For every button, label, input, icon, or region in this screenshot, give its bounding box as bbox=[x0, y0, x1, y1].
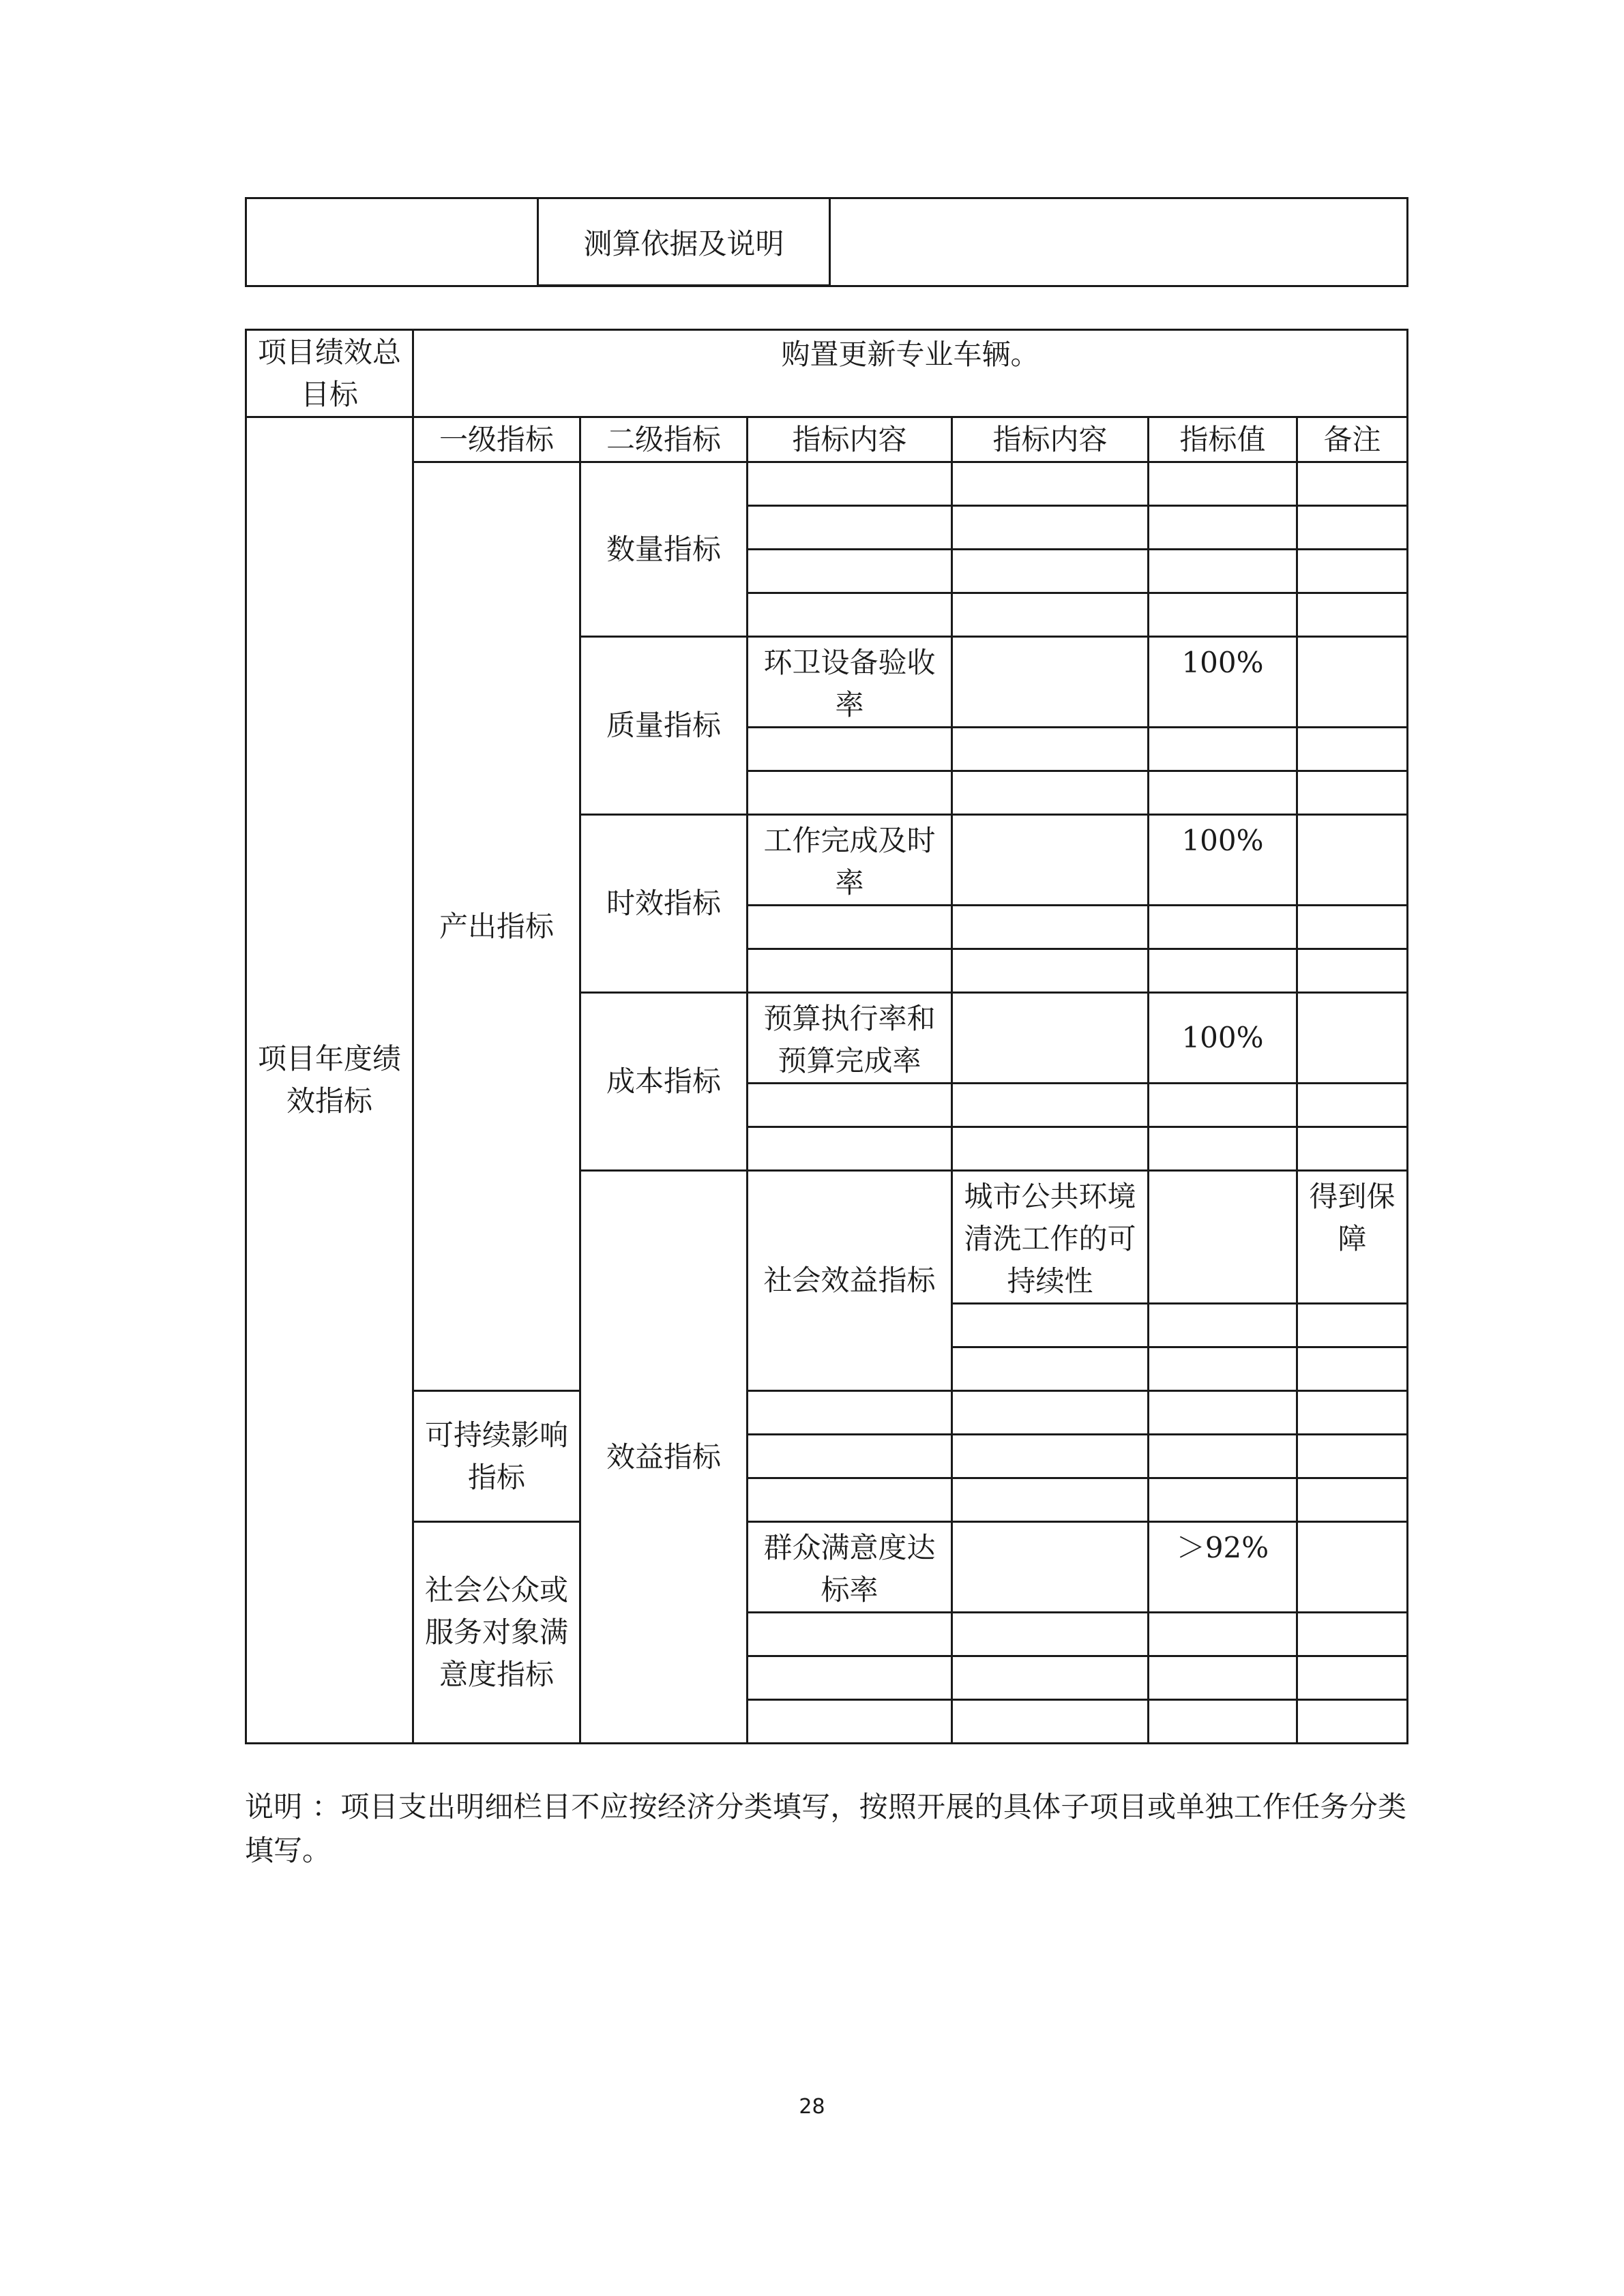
table-cell bbox=[1149, 1613, 1297, 1656]
basis-label: 测算依据及说明 bbox=[538, 198, 830, 286]
table-cell bbox=[748, 1127, 952, 1171]
table-cell bbox=[1297, 1347, 1408, 1391]
table-cell bbox=[1297, 1084, 1408, 1127]
table-cell bbox=[1149, 949, 1297, 993]
goal-row bbox=[246, 330, 1408, 417]
table-cell bbox=[952, 1084, 1149, 1127]
quality-content: 环卫设备验收率 bbox=[748, 637, 952, 728]
table-cell bbox=[748, 1613, 952, 1656]
quantity-indicators-label: 数量指标 bbox=[580, 462, 748, 637]
table-cell bbox=[748, 728, 952, 771]
table-cell bbox=[1149, 506, 1297, 550]
table-cell bbox=[1297, 462, 1408, 506]
table-cell bbox=[952, 1304, 1149, 1347]
table-cell bbox=[1297, 1304, 1408, 1347]
table-cell bbox=[1297, 506, 1408, 550]
annual-indicators-label: 项目年度绩效指标 bbox=[246, 417, 413, 1744]
table-cell bbox=[1297, 1391, 1408, 1435]
header-row bbox=[246, 417, 1408, 462]
table-cell bbox=[1149, 1391, 1297, 1435]
quality-indicators-label: 质量指标 bbox=[580, 637, 748, 815]
table-cell bbox=[1149, 1127, 1297, 1171]
table-cell bbox=[1297, 815, 1408, 906]
header-remark: 备注 bbox=[1297, 417, 1408, 462]
table-cell bbox=[1149, 550, 1297, 593]
table-cell bbox=[748, 949, 952, 993]
table-cell bbox=[748, 1700, 952, 1744]
table-cell bbox=[1297, 771, 1408, 815]
table-cell bbox=[952, 1700, 1149, 1744]
header-value: 指标值 bbox=[1149, 417, 1297, 462]
table-cell bbox=[1149, 1656, 1297, 1700]
table-cell bbox=[952, 637, 1149, 728]
table-cell bbox=[1149, 462, 1297, 506]
table-cell bbox=[952, 771, 1149, 815]
table-row bbox=[246, 462, 1408, 506]
benefit-indicators-label: 效益指标 bbox=[580, 1171, 748, 1744]
table-cell bbox=[748, 906, 952, 949]
table-cell bbox=[952, 1522, 1149, 1613]
table-cell bbox=[1297, 593, 1408, 637]
table-cell bbox=[952, 815, 1149, 906]
goal-label: 项目绩效总目标 bbox=[246, 330, 413, 417]
header-level1: 一级指标 bbox=[413, 417, 580, 462]
sustainability-label: 可持续影响指标 bbox=[413, 1391, 580, 1522]
table-cell bbox=[748, 1656, 952, 1700]
header-level2: 二级指标 bbox=[580, 417, 748, 462]
table-cell bbox=[952, 1656, 1149, 1700]
basis-blank-cell bbox=[246, 198, 538, 286]
timeliness-content: 工作完成及时率 bbox=[748, 815, 952, 906]
cost-content: 预算执行率和预算完成率 bbox=[748, 993, 952, 1084]
quality-value: 100% bbox=[1149, 637, 1297, 728]
social-benefit-content: 城市公共环境清洗工作的可持续性 bbox=[952, 1171, 1149, 1304]
social-benefit-value: 得到保障 bbox=[1297, 1171, 1408, 1304]
table-cell bbox=[952, 1391, 1149, 1435]
table-cell bbox=[952, 1347, 1149, 1391]
table-cell bbox=[1297, 1613, 1408, 1656]
table-cell bbox=[1297, 550, 1408, 593]
table-cell bbox=[952, 1435, 1149, 1478]
table-cell bbox=[1297, 949, 1408, 993]
table-cell bbox=[952, 1478, 1149, 1522]
table-row bbox=[246, 1391, 1408, 1435]
table-cell bbox=[1297, 1522, 1408, 1613]
table-cell bbox=[952, 728, 1149, 771]
table-cell bbox=[952, 949, 1149, 993]
table-cell bbox=[1297, 906, 1408, 949]
table-cell bbox=[1297, 1656, 1408, 1700]
output-indicators-label: 产出指标 bbox=[413, 462, 580, 1391]
table-cell bbox=[1149, 593, 1297, 637]
table-cell bbox=[1297, 728, 1408, 771]
basis-table bbox=[245, 197, 1408, 287]
table-cell bbox=[952, 993, 1149, 1084]
explanation-note: 说明 ：项目支出明细栏目不应按经济分类填写，按照开展的具体子项目或单独工作任务分类填写。 bbox=[245, 1790, 1406, 1867]
basis-content-cell bbox=[830, 198, 1408, 286]
table-cell bbox=[1297, 1700, 1408, 1744]
satisfaction-content: 群众满意度达标率 bbox=[748, 1522, 952, 1613]
table-cell bbox=[1149, 1171, 1297, 1304]
table-cell bbox=[1149, 1347, 1297, 1391]
table-cell bbox=[748, 1435, 952, 1478]
table-cell bbox=[952, 906, 1149, 949]
table-cell bbox=[1297, 993, 1408, 1084]
table-cell bbox=[952, 1127, 1149, 1171]
table-cell bbox=[1149, 1084, 1297, 1127]
table-cell bbox=[1149, 1435, 1297, 1478]
table-cell bbox=[1149, 1304, 1297, 1347]
table-cell bbox=[748, 550, 952, 593]
table-cell bbox=[1149, 728, 1297, 771]
table-cell bbox=[1297, 1478, 1408, 1522]
table-cell bbox=[1149, 1700, 1297, 1744]
table-cell bbox=[952, 506, 1149, 550]
timeliness-value: 100% bbox=[1149, 815, 1297, 906]
table-cell bbox=[748, 506, 952, 550]
table-cell bbox=[1297, 637, 1408, 728]
table-cell bbox=[952, 550, 1149, 593]
header-content-1: 指标内容 bbox=[748, 417, 952, 462]
table-cell bbox=[952, 593, 1149, 637]
timeliness-indicators-label: 时效指标 bbox=[580, 815, 748, 993]
page-number: 28 bbox=[799, 2095, 825, 2119]
table-cell bbox=[952, 462, 1149, 506]
satisfaction-value: ＞92% bbox=[1149, 1522, 1297, 1613]
header-content-2: 指标内容 bbox=[952, 417, 1149, 462]
goal-text: 购置更新专业车辆。 bbox=[413, 330, 1408, 417]
performance-table bbox=[245, 329, 1408, 1744]
social-benefit-label: 社会效益指标 bbox=[748, 1171, 952, 1391]
table-cell bbox=[748, 593, 952, 637]
table-cell bbox=[748, 771, 952, 815]
table-cell bbox=[1149, 771, 1297, 815]
table-cell bbox=[748, 1478, 952, 1522]
cost-value: 100% bbox=[1149, 993, 1297, 1084]
cost-indicators-label: 成本指标 bbox=[580, 993, 748, 1171]
table-cell bbox=[1149, 1478, 1297, 1522]
satisfaction-label: 社会公众或服务对象满意度指标 bbox=[413, 1522, 580, 1744]
table-cell bbox=[1297, 1127, 1408, 1171]
table-cell bbox=[748, 462, 952, 506]
table-row bbox=[246, 1522, 1408, 1613]
table-cell bbox=[1297, 1435, 1408, 1478]
table-cell bbox=[1149, 906, 1297, 949]
table-cell bbox=[952, 1613, 1149, 1656]
table-cell bbox=[748, 1084, 952, 1127]
table-cell bbox=[748, 1391, 952, 1435]
